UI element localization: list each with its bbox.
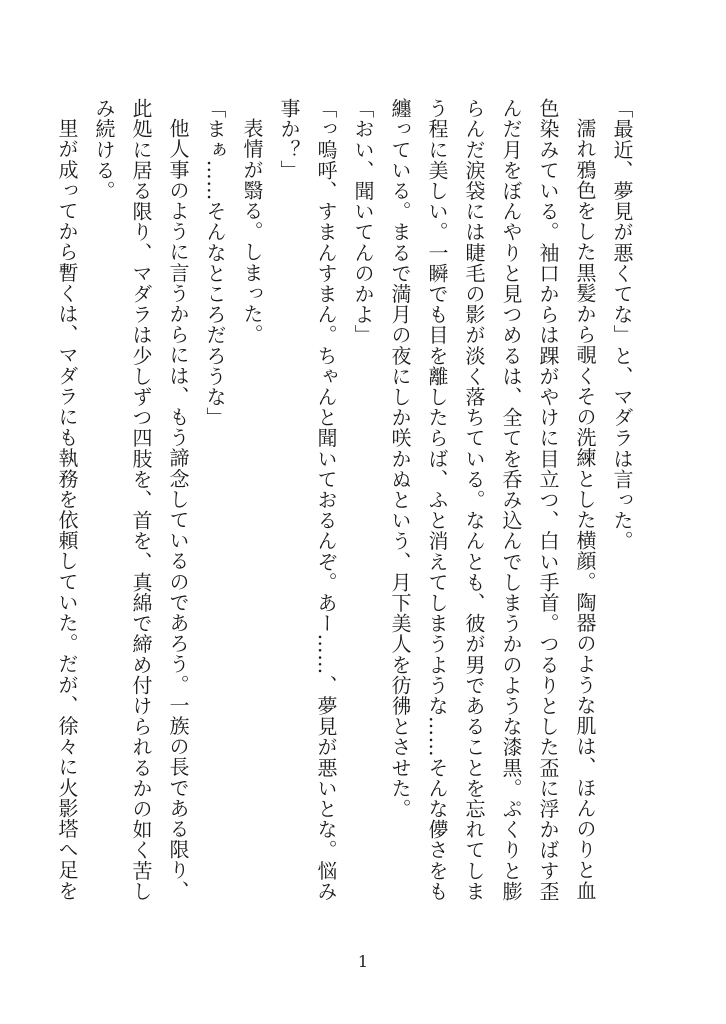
paragraph-6: 「まぁ……そんなところだろうな」 [203, 98, 227, 428]
paragraph-3: 「おい、聞いてんのかよ」 [351, 98, 375, 346]
paragraph-1: 「最近、夢見が悪くてな」と、マダラは言った。 [610, 98, 634, 552]
paragraph-8: 里が成ってから暫くは、マダラにも執務を依頼していた。だが、徐々に火影塔へ足を [55, 118, 79, 901]
page-number: 1 [357, 952, 369, 971]
paragraph-7: 他人事のように言うからには、もう諦念しているのであろう。一族の長である限り、此処に居る限り、マダラは少しずつ四肢を、首を、真綿で締め付けられるかの如く苦しみ続ける。 [92, 98, 190, 902]
paragraph-4: 「っ嗚呼、すまんすまん。ちゃんと聞いておるんぞ。あー……、夢見が悪いとな。悩み事か？」 [277, 98, 338, 902]
paragraph-2: 濡れ鴉色をした黒髪から覗くその洗練とした横顔。陶器のような肌は、ほんのりと血色染みている。袖口からは踝がやけに目立つ、白い手首。つるりとした盃に浮かばす歪んだ月をぼんやりと見つめるは、全てを呑み込んでしまうかのような漆黒。ぷくりと膨らんだ涙袋には睫毛の影が淡く落ちている。なんとも、彼が男であることを忘れてしまう程に美しい。一瞬でも目を離したらば、ふと消えてしまうような……そんな儚さをも纏っている。まるで満月の夜にしか咲かぬという、月下美人を彷彿とさせた。 [388, 98, 597, 902]
vertical-body-text [55, 98, 640, 918]
paragraph-5: 表情が翳る。しまった。 [240, 118, 264, 345]
